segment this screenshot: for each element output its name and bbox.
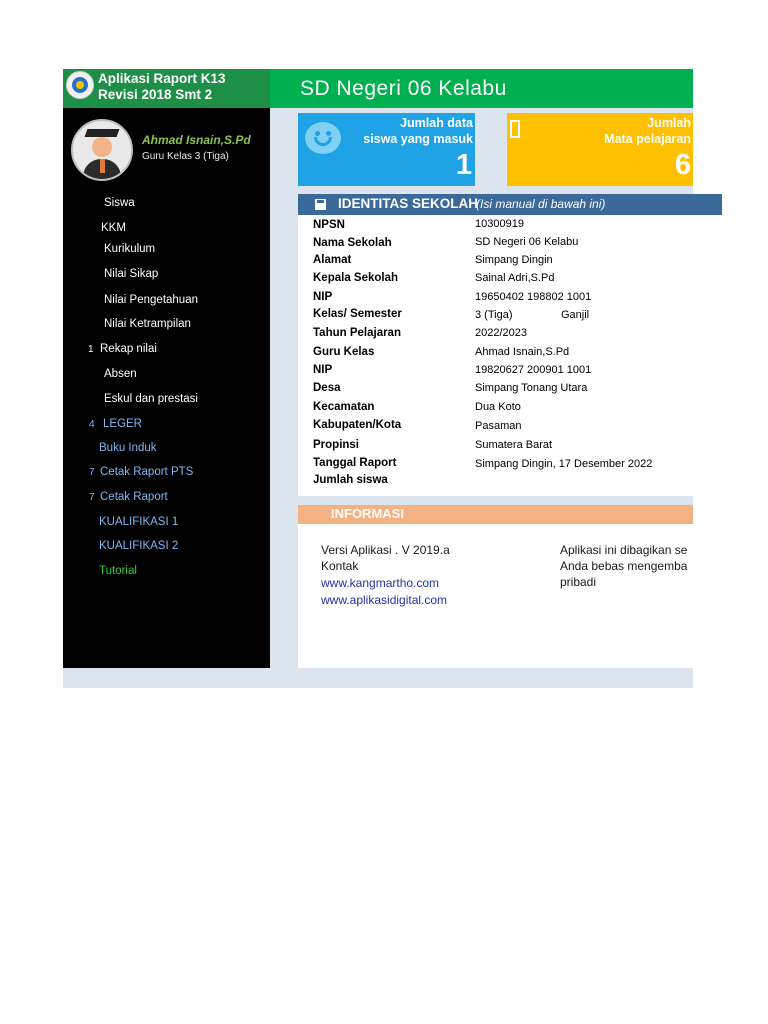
label-tanggal-raport: Tanggal Raport [313,457,397,469]
info-notice-text [560,543,693,593]
notice-line1: Aplikasi ini dibagikan se [560,543,688,557]
sidebar-item-absen[interactable]: Absen [104,368,137,380]
teacher-class: Guru Kelas 3 (Tiga) [142,151,229,162]
student-count-value: 1 [455,149,472,181]
label-kabupaten: Kabupaten/Kota [313,419,402,431]
sidebar-item-tutorial[interactable]: Tutorial [99,565,137,577]
value-kabupaten[interactable]: Pasaman [475,420,522,432]
value-kepala-sekolah[interactable]: Sainal Adri,S.Pd [475,272,555,284]
sidebar-item-nilai-sikap[interactable]: Nilai Sikap [104,268,159,280]
tut-wuri-logo-icon [66,71,94,99]
leger-icon: 4 [89,419,95,430]
school-identity-note: (Isi manual di bawah ini) [476,197,606,211]
print-icon: 7 [89,467,95,478]
sidebar-item-kurikulum[interactable]: Kurikulum [104,243,156,255]
value-kecamatan[interactable]: Dua Koto [475,401,521,413]
app-title-line1: Aplikasi Raport K13 [98,71,226,86]
subject-card-label-line2: Mata pelajaran [604,132,691,146]
value-alamat[interactable]: Simpang Dingin [475,254,553,266]
label-tahun-pelajaran: Tahun Pelajaran [313,327,401,339]
student-card-label-line1: Jumlah data [400,116,473,130]
value-desa[interactable]: Simpang Tonang Utara [475,382,588,394]
notice-line3: pribadi [560,575,597,589]
subject-count-value: 6 [674,149,691,181]
sidebar-item-leger[interactable]: 4 LEGER [89,418,142,430]
sidebar-item-cetak-raport-pts[interactable]: 7 Cetak Raport PTS [89,466,194,478]
smiley-icon [305,122,341,154]
label-alamat: Alamat [313,254,352,266]
value-nama-sekolah[interactable]: SD Negeri 06 Kelabu [475,236,579,248]
sidebar-item-buku-induk[interactable]: Buku Induk [99,442,157,454]
sidebar-item-siswa[interactable]: Siswa [104,197,135,209]
sidebar-item-kkm[interactable]: KKM [101,222,126,234]
value-nip-kepala[interactable]: 19650402 198802 1001 [475,291,592,303]
value-nip-guru[interactable]: 19820627 200901 1001 [475,364,592,376]
sidebar-item-rekap-nilai[interactable]: 1 Rekap nilai [88,343,157,355]
link-kangmartho[interactable]: www.kangmartho.com [321,576,440,590]
app-version-text: Versi Aplikasi . V 2019.a [321,543,450,557]
contact-label: Kontak [321,559,359,573]
label-propinsi: Propinsi [313,439,360,451]
label-nip-guru: NIP [313,364,333,376]
label-jumlah-siswa: Jumlah siswa [313,474,388,486]
value-semester[interactable]: Ganjil [561,309,590,321]
value-guru-kelas[interactable]: Ahmad Isnain,S.Pd [475,346,570,358]
label-nama-sekolah: Nama Sekolah [313,237,392,249]
summary-icon: 1 [88,344,94,355]
save-icon [315,199,326,210]
value-npsn[interactable]: 10300919 [475,218,524,230]
label-desa: Desa [313,382,341,394]
subject-card-label-line1: Jumlah [647,116,691,130]
student-card-label-line2: siswa yang masuk [363,132,473,146]
label-npsn: NPSN [313,219,345,231]
school-name-title: SD Negeri 06 Kelabu [300,77,507,100]
label-kelas-semester: Kelas/ Semester [313,308,402,320]
value-tanggal-raport[interactable]: Simpang Dingin, 17 Desember 2022 [475,458,653,470]
sidebar-item-cetak-raport[interactable]: 7 Cetak Raport [89,491,168,503]
sidebar-item-kualifikasi-1[interactable]: KUALIFIKASI 1 [99,516,179,528]
value-kelas[interactable]: 3 (Tiga) [475,309,513,321]
sidebar-item-nilai-pengetahuan[interactable]: Nilai Pengetahuan [104,294,198,306]
label-kepala-sekolah: Kepala Sekolah [313,272,399,284]
value-propinsi[interactable]: Sumatera Barat [475,439,553,451]
information-title: INFORMASI [331,506,404,521]
app-title-line2: Revisi 2018 Smt 2 [98,87,213,102]
sidebar-item-eskul[interactable]: Eskul dan prestasi [104,393,198,405]
school-identity-title: IDENTITAS SEKOLAH [338,196,479,211]
label-nip-kepala: NIP [313,291,333,303]
notice-line2: Anda bebas mengemba [560,559,688,573]
label-guru-kelas: Guru Kelas [313,346,375,358]
book-icon [510,120,520,138]
link-aplikasidigital[interactable]: www.aplikasidigital.com [321,593,448,607]
sidebar-item-kualifikasi-2[interactable]: KUALIFIKASI 2 [99,540,179,552]
teacher-name: Ahmad Isnain,S.Pd [142,133,251,147]
print-icon: 7 [89,492,95,503]
value-tahun-pelajaran[interactable]: 2022/2023 [475,327,527,339]
avatar [71,119,133,181]
label-kecamatan: Kecamatan [313,401,375,413]
sidebar-item-nilai-ketrampilan[interactable]: Nilai Ketrampilan [104,318,191,330]
